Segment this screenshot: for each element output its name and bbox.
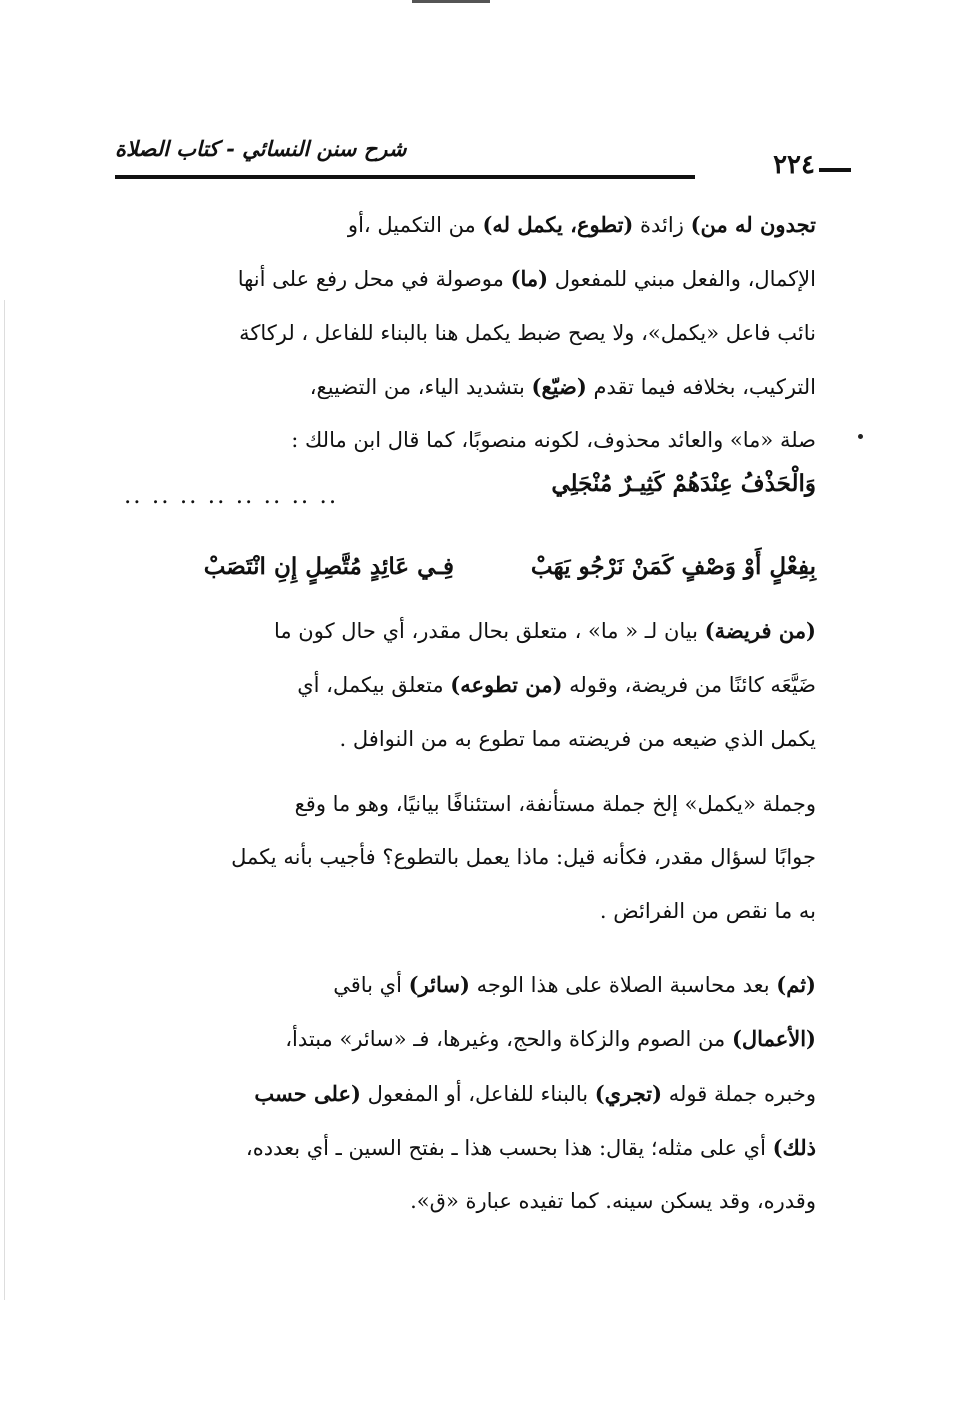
running-title: شرح سنن النسائي - كتاب الصلاة [115,136,407,161]
text-line: ضَيَّعَه كائنًا من فريضة، وقوله (من تطوعه) متعلق بيكمل، أي [297,672,816,698]
scan-mark [412,0,490,3]
header-rule [115,175,695,179]
text-line: (من فريضة) بيان لـ « ما» ، متعلق بحال مقدر، أي حال كون ما [273,618,816,643]
commentary-part-4 [116,958,816,1228]
text-line: الإكمال، والفعل مبني للمفعول (ما) موصولة في محل رفع على أنها [237,266,816,292]
poem-block [116,470,816,600]
text-line: تجدون له من) زائدة (تطوع، يكمل له) من التكميل ،أو [347,212,816,237]
commentary-part-1 [116,198,816,467]
page-header [115,128,815,188]
commentary-part-2 [116,604,816,766]
ellipsis-dots: .. .. .. .. .. .. .. .. [124,483,339,509]
verse-2 [116,553,816,603]
number-dash [819,168,851,172]
verse-1-first-hemistich: وَالْحَذْفُ عِنْدَهُمْ كَثِيـرٌ مُنْجَلِي [551,470,816,497]
text-line: به ما نقص من الفرائض . [599,898,816,923]
text-line: وخبره جملة قوله (تجري) بالبناء للفاعل، أو المفعول (على حسب [254,1080,816,1106]
page-number: ٢٢٤ [773,150,815,180]
commentary-part-3 [116,778,816,938]
margin-line [4,300,5,1300]
text-line: جوابًا لسؤال مقدر، فكأنه قيل: ماذا يعمل بالتطوع؟ فأجيب بأنه يكمل [231,845,816,870]
text-line: يكمل الذي ضيعه من فريضته مما تطوع به من النوافل . [339,726,816,751]
stray-dot [858,434,863,439]
text-line: التركيب، بخلافه فيما تقدم (ضيّع) بتشديد الياء، من التضييع، [309,373,816,399]
text-line: نائب فاعل «يكمل»، ولا يصح ضبط يكمل هنا بالبناء للفاعل ، لركاكة [239,320,816,345]
text-line: وقدره، وقد يسكن سينه. كما تفيده عبارة «ق». [410,1189,816,1214]
text-line: (ثم) بعد محاسبة الصلاة على هذا الوجه (سائر) أي باقي [333,972,816,997]
text-line: (الأعمال) من الصوم والزكاة والحج، وغيرها، فـ «سائر» مبتدأ، [285,1026,816,1052]
verse-1 [116,470,816,520]
verse-2-first-hemistich: فِـي عَائِدٍ مُتَّصِلٍ إِنِ انْتَصَبْ [203,553,454,580]
text-line: وجملة «يكمل» إلخ جملة مستأنفة، استئنافًا بيانيًا، وهو ما وقع [294,792,816,816]
text-line: صلة «ما» والعائد محذوف، لكونه منصوبًا، كما قال ابن مالك : [291,428,816,453]
verse-1-ellipsis [124,482,338,509]
verse-2-second-hemistich: بِفِعْلٍ أَوْ وَصْفٍ كَمَنْ نَرْجُو يَهَبْ [530,553,816,580]
text-line: ذلك) أي على مثله؛ يقال: هذا بحسب هذا ـ بفتح السين ـ أي بعدده، [245,1134,816,1160]
